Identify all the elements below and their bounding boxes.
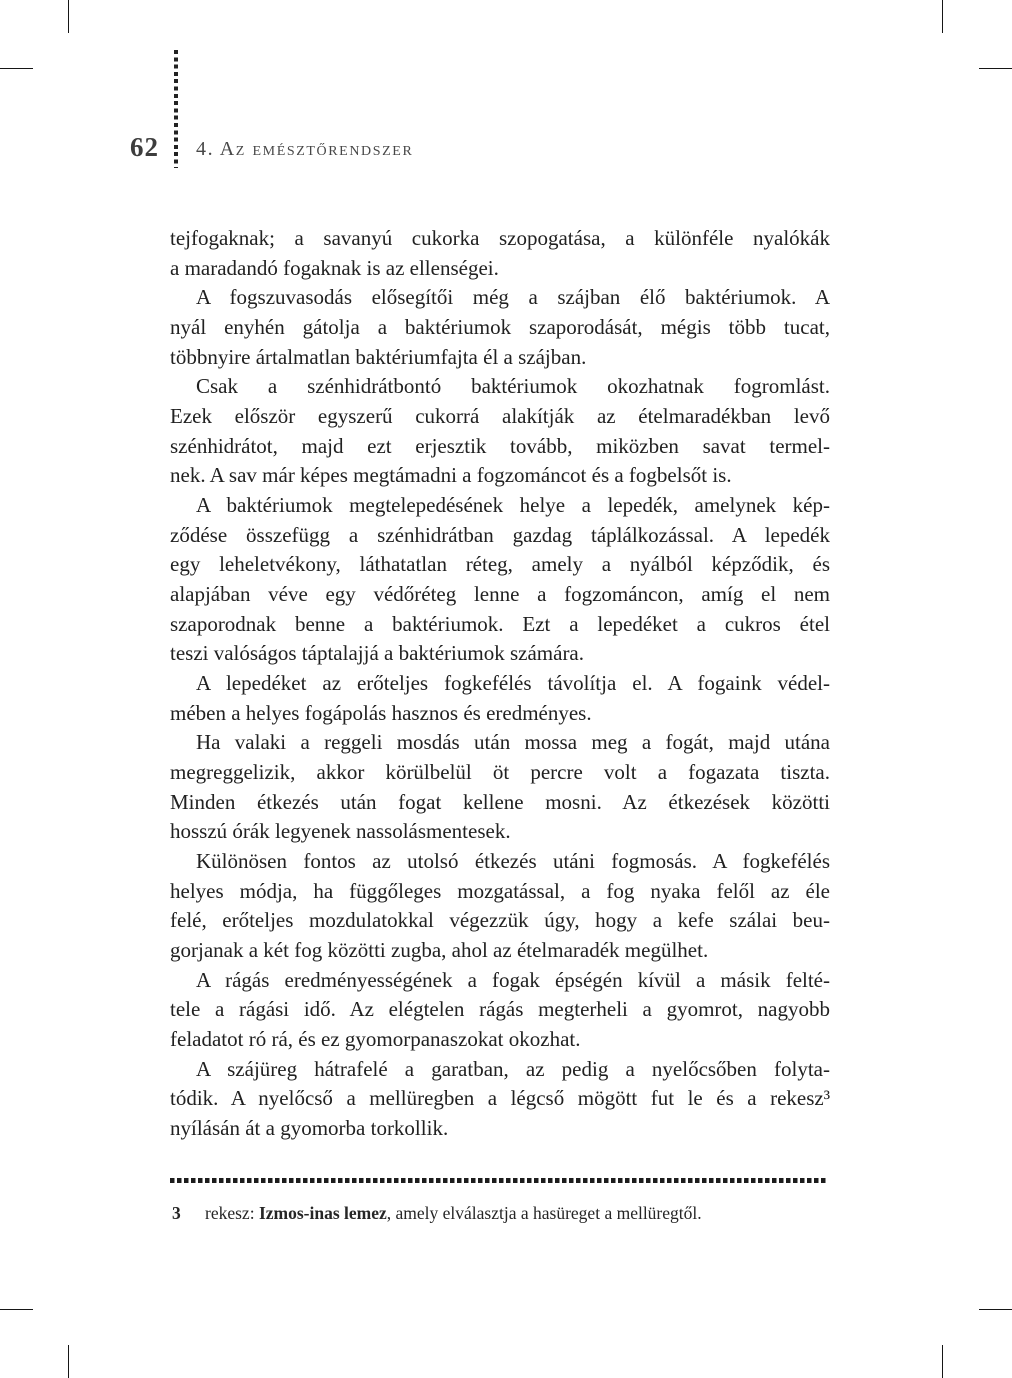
paragraph: [170, 283, 830, 372]
crop-mark-top-right-vertical: [942, 0, 943, 33]
body-text: [170, 224, 830, 1144]
footnote-number: 3: [172, 1203, 181, 1223]
crop-mark-top-left-vertical: [68, 0, 69, 33]
paragraph: [170, 224, 830, 283]
paragraph: [170, 728, 830, 847]
text-line: A lepedéket az erőteljes fogkefélés távolítja el. A fogaink védel-: [196, 671, 830, 696]
text-line: többnyire ártalmatlan baktériumfajta él a szájban.: [170, 344, 587, 369]
crop-mark-top-left-horizontal: [0, 68, 33, 69]
paragraph: [170, 491, 830, 669]
footnote-dotted-rule: [170, 1178, 828, 1183]
text-line: Minden étkezés után fogat kellene mosni. Az étkezések közötti: [170, 789, 830, 814]
text-line: mében a helyes fogápolás hasznos és eredményes.: [170, 700, 592, 725]
text-line: Ezek először egyszerű cukorrá alakítják az ételmaradékban levő: [170, 404, 830, 429]
text-line: gorjanak a két fog közötti zugba, ahol az ételmaradék megülhet.: [170, 938, 709, 963]
text-line: tejfogaknak; a savanyú cukorka szopogatása, a különféle nyalókák: [170, 226, 830, 250]
text-line: helyes módja, ha függőleges mozgatással, a fog nyaka felől az éle: [170, 878, 830, 903]
text-line: A fogszuvasodás elősegítői még a szájban élő baktériumok. A: [196, 285, 830, 310]
text-line: ződése összefügg a szénhidrátban gazdag táplálkozással. A lepedék: [170, 522, 830, 547]
text-line: hosszú órák legyenek nassolásmentesek.: [170, 819, 511, 844]
text-line: feladatot ró rá, és ez gyomorpanaszokat okozhat.: [170, 1027, 581, 1052]
text-line: A baktériumok megtelepedésének helye a lepedék, amelynek kép-: [196, 493, 830, 518]
text-line: Különösen fontos az utolsó étkezés utáni fogmosás. A fogkefélés: [196, 849, 830, 874]
text-line: A szájüreg hátrafelé a garatban, az pedig a nyelőcsőben folyta-: [196, 1056, 830, 1081]
text-line: szénhidrátot, majd ezt erjesztik tovább, miközben savat termel-: [170, 433, 830, 458]
paragraph: [170, 669, 830, 728]
paragraph: [170, 847, 830, 966]
text-line: nyílásán át a gyomorba torkollik.: [170, 1116, 449, 1141]
footnote-text: [205, 1201, 832, 1225]
footnote-definition: , amely elválasztja a hasüreget a mellüregtől.: [386, 1203, 702, 1223]
text-line: a maradandó fogaknak is az ellenségei.: [170, 255, 499, 280]
text-line: Ha valaki a reggeli mosdás után mossa meg a fogát, majd utána: [196, 730, 830, 755]
crop-mark-bottom-right-horizontal: [979, 1309, 1012, 1310]
footnote-term-bold: Izmos-inas lemez: [258, 1203, 387, 1223]
text-line: megreggelizik, akkor körülbelül öt percre volt a fogazata tiszta.: [170, 760, 830, 785]
crop-mark-top-right-horizontal: [979, 68, 1012, 69]
crop-mark-bottom-left-horizontal: [0, 1309, 33, 1310]
text-line: teszi valóságos táptalajjá a baktériumok számára.: [170, 641, 585, 666]
footnote: [172, 1201, 832, 1225]
text-line: nyál enyhén gátolja a baktériumok szaporodását, mégis több tucat,: [170, 315, 830, 340]
text-line: tódik. A nyelőcső a mellüregben a légcső mögött fut le és a rekesz³: [170, 1086, 830, 1111]
page-number: 62: [130, 132, 159, 162]
footnote-term-prefix: rekesz:: [205, 1203, 259, 1223]
text-line: A rágás eredményességének a fogak épségén kívül a másik felté-: [196, 967, 830, 992]
paragraph: [170, 1055, 830, 1144]
paragraph: [170, 966, 830, 1055]
text-line: tele a rágási idő. Az elégtelen rágás megterheli a gyomrot, nagyobb: [170, 997, 830, 1022]
text-line: alapjában véve egy védőréteg lenne a fogzománcon, amíg el nem: [170, 582, 830, 607]
text-line: Csak a szénhidrátbontó baktériumok okozhatnak fogromlást.: [196, 374, 830, 399]
crop-mark-bottom-right-vertical: [942, 1345, 943, 1378]
crop-mark-bottom-left-vertical: [68, 1345, 69, 1378]
text-line: felé, erőteljes mozdulatokkal végezzük úgy, hogy a kefe szálai beu-: [170, 908, 830, 933]
text-line: egy leheletvékony, láthatatlan réteg, amely a nyálból képződik, és: [170, 552, 830, 577]
header-dotted-divider: [174, 50, 178, 168]
text-line: szaporodnak benne a baktériumok. Ezt a lepedéket a cukros étel: [170, 611, 830, 636]
paragraph: [170, 372, 830, 491]
text-line: nek. A sav már képes megtámadni a fogzománcot és a fogbelsőt is.: [170, 463, 732, 488]
chapter-header-title: 4. Az emésztőrendszer: [196, 138, 414, 160]
